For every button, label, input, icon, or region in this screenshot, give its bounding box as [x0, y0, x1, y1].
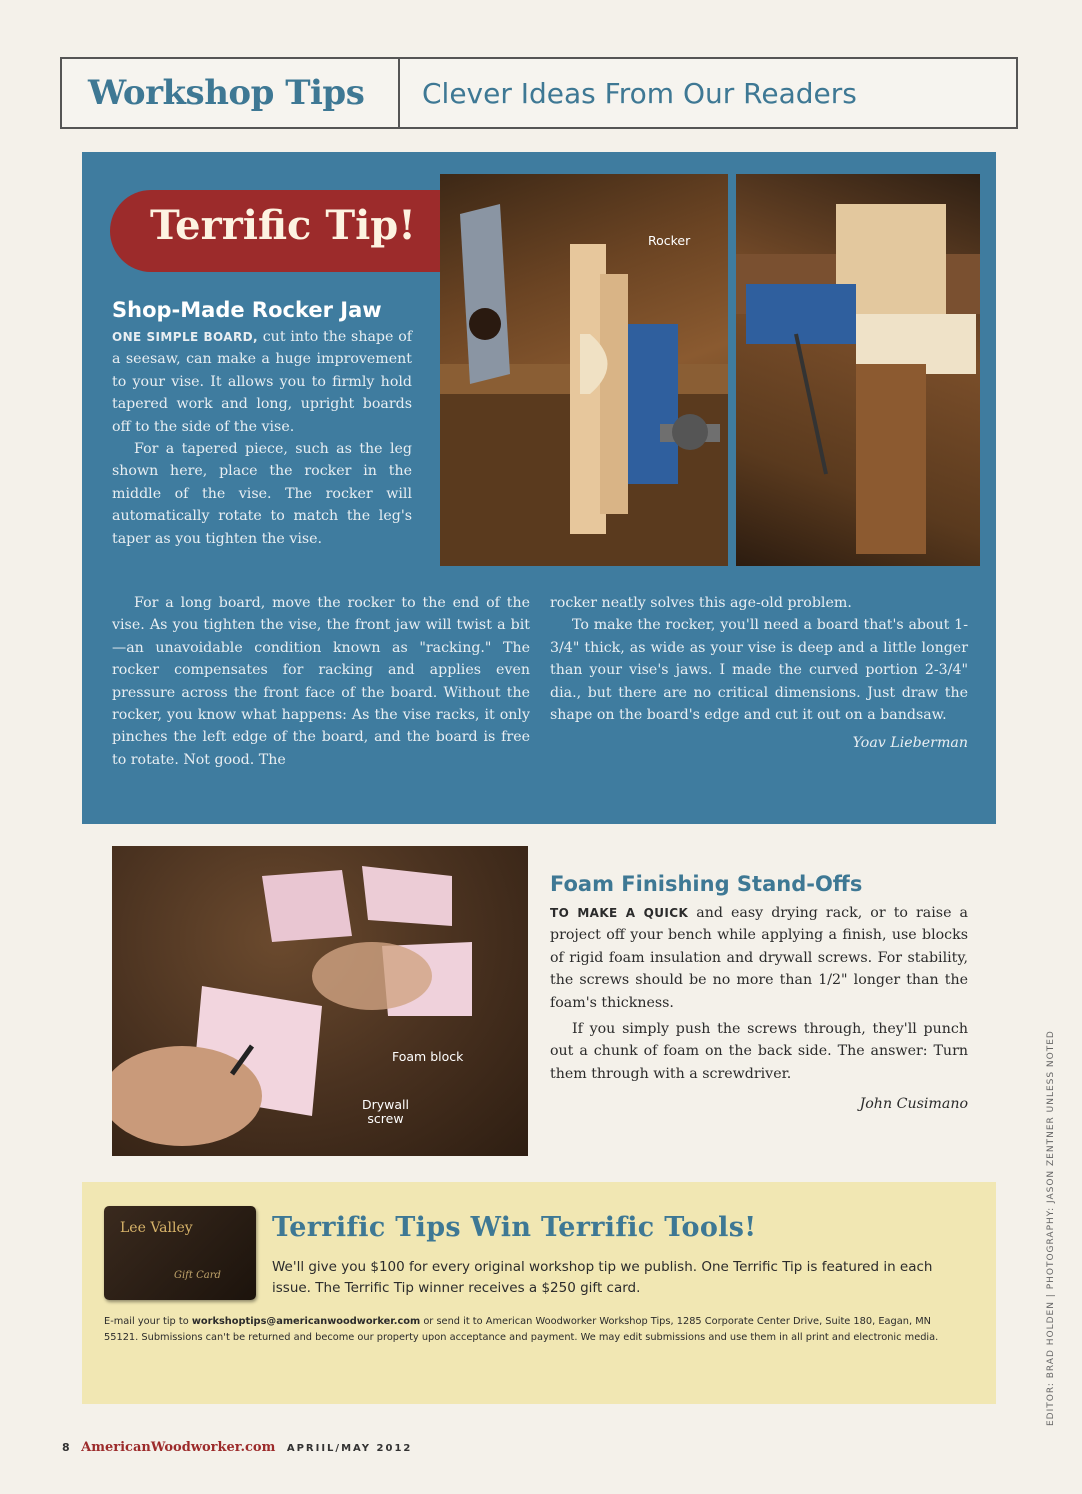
drywall-screw-label-line2: screw: [367, 1111, 404, 1126]
fine-rest: or send it to American Woodworker Workshop Tips, 1285 Corporate Center Drive, Suite 180, Eagan, MN 55121. Submissions can't be returned and become our property upon acceptance and payment. We may edit submissions and use them in all print and electronic media.: [104, 1316, 939, 1343]
side-credit: EDITOR: BRAD HOLDEN | PHOTOGRAPHY: JASON ZENTNER UNLESS NOTED: [1046, 1030, 1056, 1426]
gift-card-sub: Gift Card: [174, 1270, 221, 1281]
drywall-screw-label-line1: Drywall: [362, 1097, 409, 1112]
rocker-para-3-cont: rocker neatly solves this age-old problem.: [550, 595, 852, 611]
foam-tip-body: [550, 902, 968, 1116]
rocker-intro-column: [112, 326, 412, 550]
rocker-column-left: [112, 592, 530, 771]
rocker-lead: ONE SIMPLE BOARD,: [112, 330, 258, 344]
rocker-author: Yoav Lieberman: [852, 735, 968, 752]
foam-lead: TO MAKE A QUICK: [550, 906, 689, 920]
foam-para-1: [550, 902, 968, 1014]
foam-blocks-illustration: [112, 846, 528, 1156]
foam-para-1-text: and easy drying rack, or to raise a project off your bench while applying a finish, use blocks of rigid foam insulation and drywall screws. For stability, the screws should be no more than 1/2" longer than the foam's thickness.: [550, 905, 968, 1011]
drywall-screw-label: [362, 1098, 409, 1126]
page-number: 8: [62, 1441, 70, 1454]
header-divider: [398, 59, 400, 127]
vise-long-board-photo: [736, 174, 980, 566]
submission-email-link[interactable]: workshoptips@americanwoodworker.com: [191, 1316, 421, 1327]
rocker-jaw-title: Shop-Made Rocker Jaw: [112, 298, 382, 322]
section-title: Workshop Tips: [88, 73, 365, 113]
site-link[interactable]: AmericanWoodworker.com: [81, 1440, 276, 1455]
rocker-column-right: [550, 592, 968, 755]
gift-card-image: [104, 1206, 256, 1300]
foam-tip-title: Foam Finishing Stand-Offs: [550, 872, 863, 896]
gift-card-brand: Lee Valley: [120, 1220, 193, 1236]
promo-body: We'll give you $100 for every original workshop tip we publish. One Terrific Tip is featured in each issue. The Terrific Tip winner receives a $250 gift card.: [272, 1259, 933, 1296]
foam-para-2: If you simply push the screws through, they'll punch out a chunk of foam on the back side. The answer: Turn them through with a screwdriver.: [550, 1021, 968, 1082]
issue-date: APRIIL/MAY 2012: [286, 1443, 413, 1454]
terrific-tip-badge: [110, 190, 440, 272]
rocker-para-3: For a long board, move the rocker to the end of the vise. As you tighten the vise, the front jaw will twist a bit—an unavoidable condition known as "racking." The rocker compensates for racking and applies even pressure across the front face of the board. Without the rocker, you know what happens: As the vise racks, it only pinches the left edge of the board, and the board is free to rotate. Not good. The: [112, 595, 530, 768]
rocker-para-1: [112, 326, 412, 438]
rocker-label: Rocker: [648, 233, 691, 248]
rocker-para-1-text: cut into the shape of a seesaw, can make a huge improvement to your vise. It allows you to firmly hold tapered work and long, upright boards off to the side of the vise.: [112, 329, 413, 435]
promo-fine-print: [104, 1314, 964, 1346]
page-footer: [62, 1440, 412, 1455]
badge-label: Terrific Tip!: [150, 202, 416, 249]
rocker-para-2: For a tapered piece, such as the leg shown here, place the rocker in the middle of the vise. The rocker will automatically rotate to match the leg's taper as you tighten the vise.: [112, 441, 412, 547]
foam-block-label: Foam block: [392, 1049, 464, 1064]
section-subtitle: Clever Ideas From Our Readers: [422, 77, 857, 110]
vise-rocker-photo: [440, 174, 728, 566]
promo-title: Terrific Tips Win Terrific Tools!: [272, 1212, 757, 1243]
foam-blocks-photo: [112, 846, 528, 1156]
foam-author: John Cusimano: [859, 1096, 968, 1113]
page-header: [60, 57, 1018, 129]
fine-prefix: E-mail your tip to: [104, 1316, 189, 1327]
rocker-para-4: To make the rocker, you'll need a board that's about 1-3/4" thick, as wide as your vise is deep and a little longer than your vise's jaws. I made the curved portion 2-3/4" dia., but there are no critical dimensions. Just draw the shape on the board's edge and cut it out on a bandsaw.: [550, 617, 968, 724]
vise-board-illustration: [736, 174, 980, 566]
